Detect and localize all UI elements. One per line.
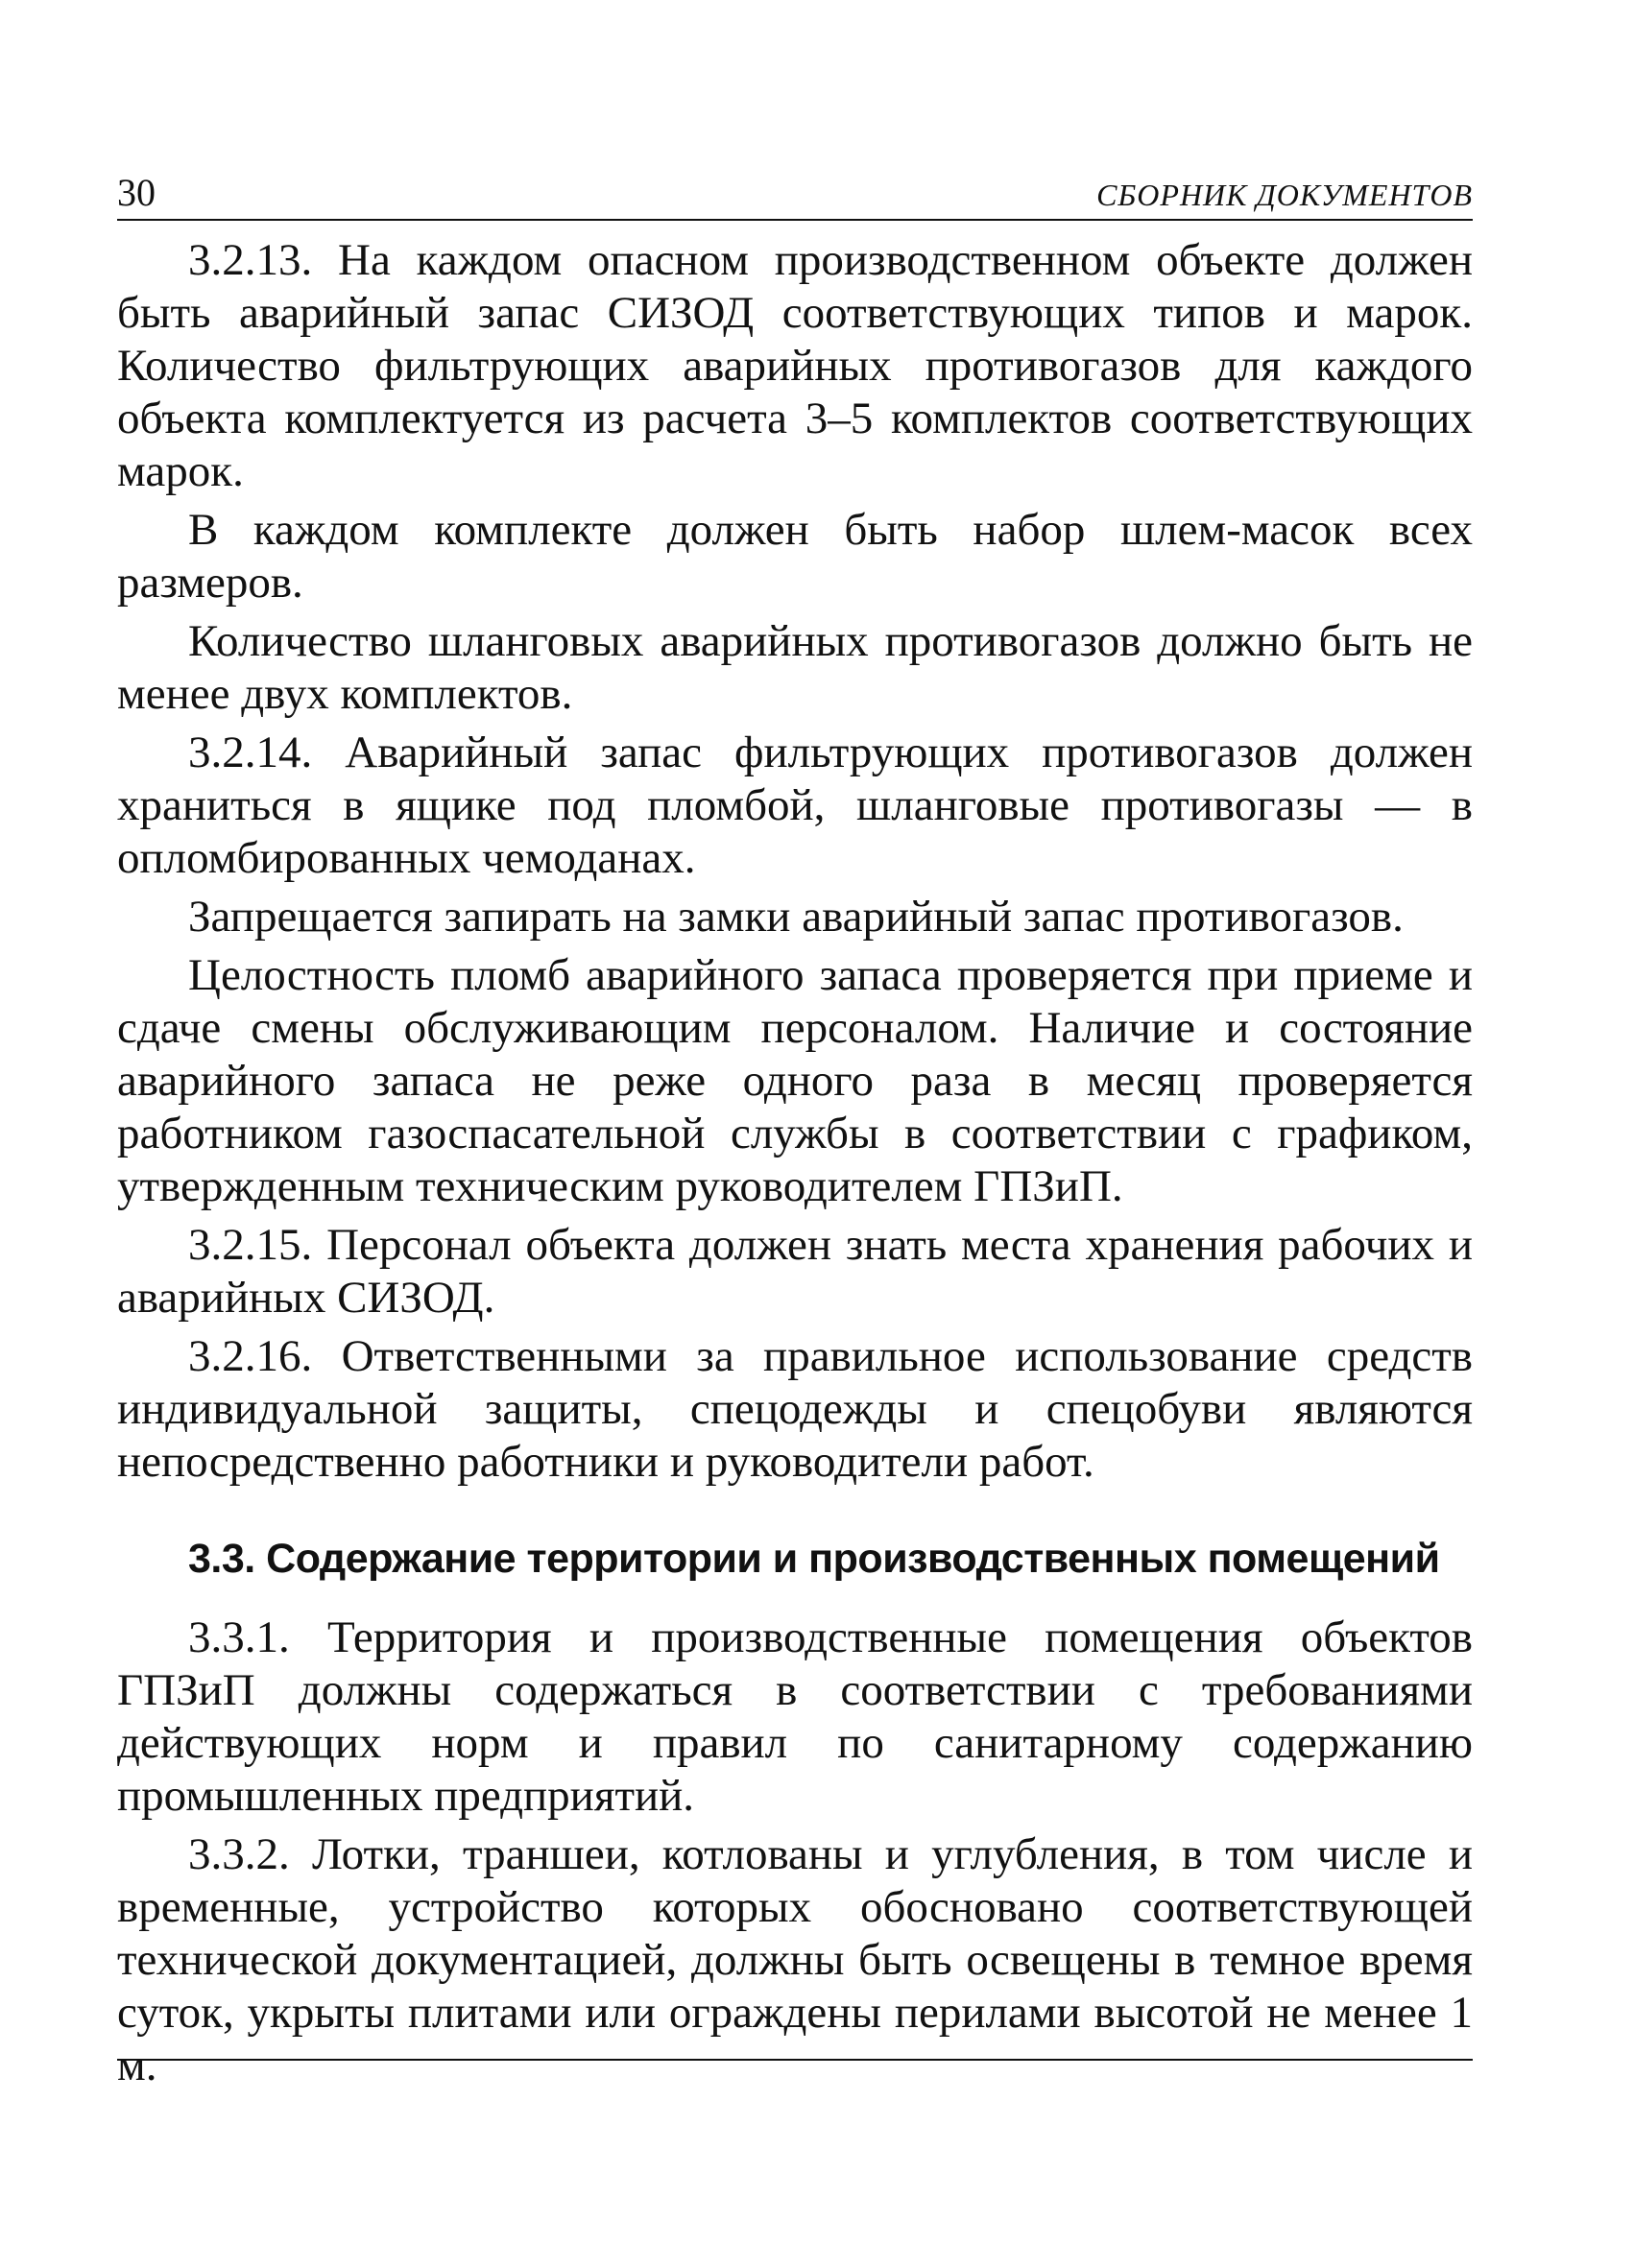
paragraph: Количество шланговых аварийных противогазов должно быть не менее двух комплектов. (117, 616, 1473, 719)
paragraph: 3.2.15. Персонал объекта должен знать места хранения рабочих и аварийных СИЗОД. (117, 1220, 1473, 1323)
page-number: 30 (117, 171, 156, 214)
paragraph: 3.3.1. Территория и производственные помещения объектов ГПЗиП должны содержаться в соответствии с требованиями действующих норм и правил по санитарному содержанию промышленных предприятий. (117, 1612, 1473, 1821)
paragraph: В каждом комплекте должен быть набор шлем-масок всех размеров. (117, 505, 1473, 608)
paragraph: 3.2.16. Ответственными за правильное использование средств индивидуальной защиты, спецодежды и спецобуви являются непосредственно работники и руководители работ. (117, 1331, 1473, 1487)
section-heading: 3.3. Содержание территории и производственных помещений (188, 1536, 1440, 1582)
document-page (117, 163, 1473, 2098)
bottom-rule (117, 2059, 1473, 2061)
paragraph: Запрещается запирать на замки аварийный запас противогазов. (188, 892, 1404, 942)
paragraph: Целостность пломб аварийного запаса проверяется при приеме и сдаче смены обслуживающим персоналом. Наличие и состояние аварийного запаса не реже одного раза в месяц проверяется работником газоспасательной службы в соответствии с графиком, утвержденным техническим руководителем ГПЗиП. (117, 950, 1473, 1211)
paragraph: 3.3.2. Лотки, траншеи, котлованы и углубления, в том числе и временные, устройство которых обосновано соответствующей технической документацией, должны быть освещены в темное время суток, укрыты плитами или ограждены перилами высотой не менее 1 м. (117, 1829, 1473, 2090)
paragraph: 3.2.13. На каждом опасном производственном объекте должен быть аварийный запас СИЗОД соответствующих типов и марок. Количество фильтрующих аварийных противогазов для каждого объекта комплектуется из расчета 3–5 комплектов соответствующих марок. (117, 235, 1473, 496)
paragraph: 3.2.14. Аварийный запас фильтрующих противогазов должен храниться в ящике под пломбой, шланговые противогазы — в опломбированных чемоданах. (117, 728, 1473, 883)
body-text (117, 234, 1473, 2092)
running-header (117, 163, 1473, 221)
running-title: СБОРНИК ДОКУМЕНТОВ (1096, 178, 1473, 212)
